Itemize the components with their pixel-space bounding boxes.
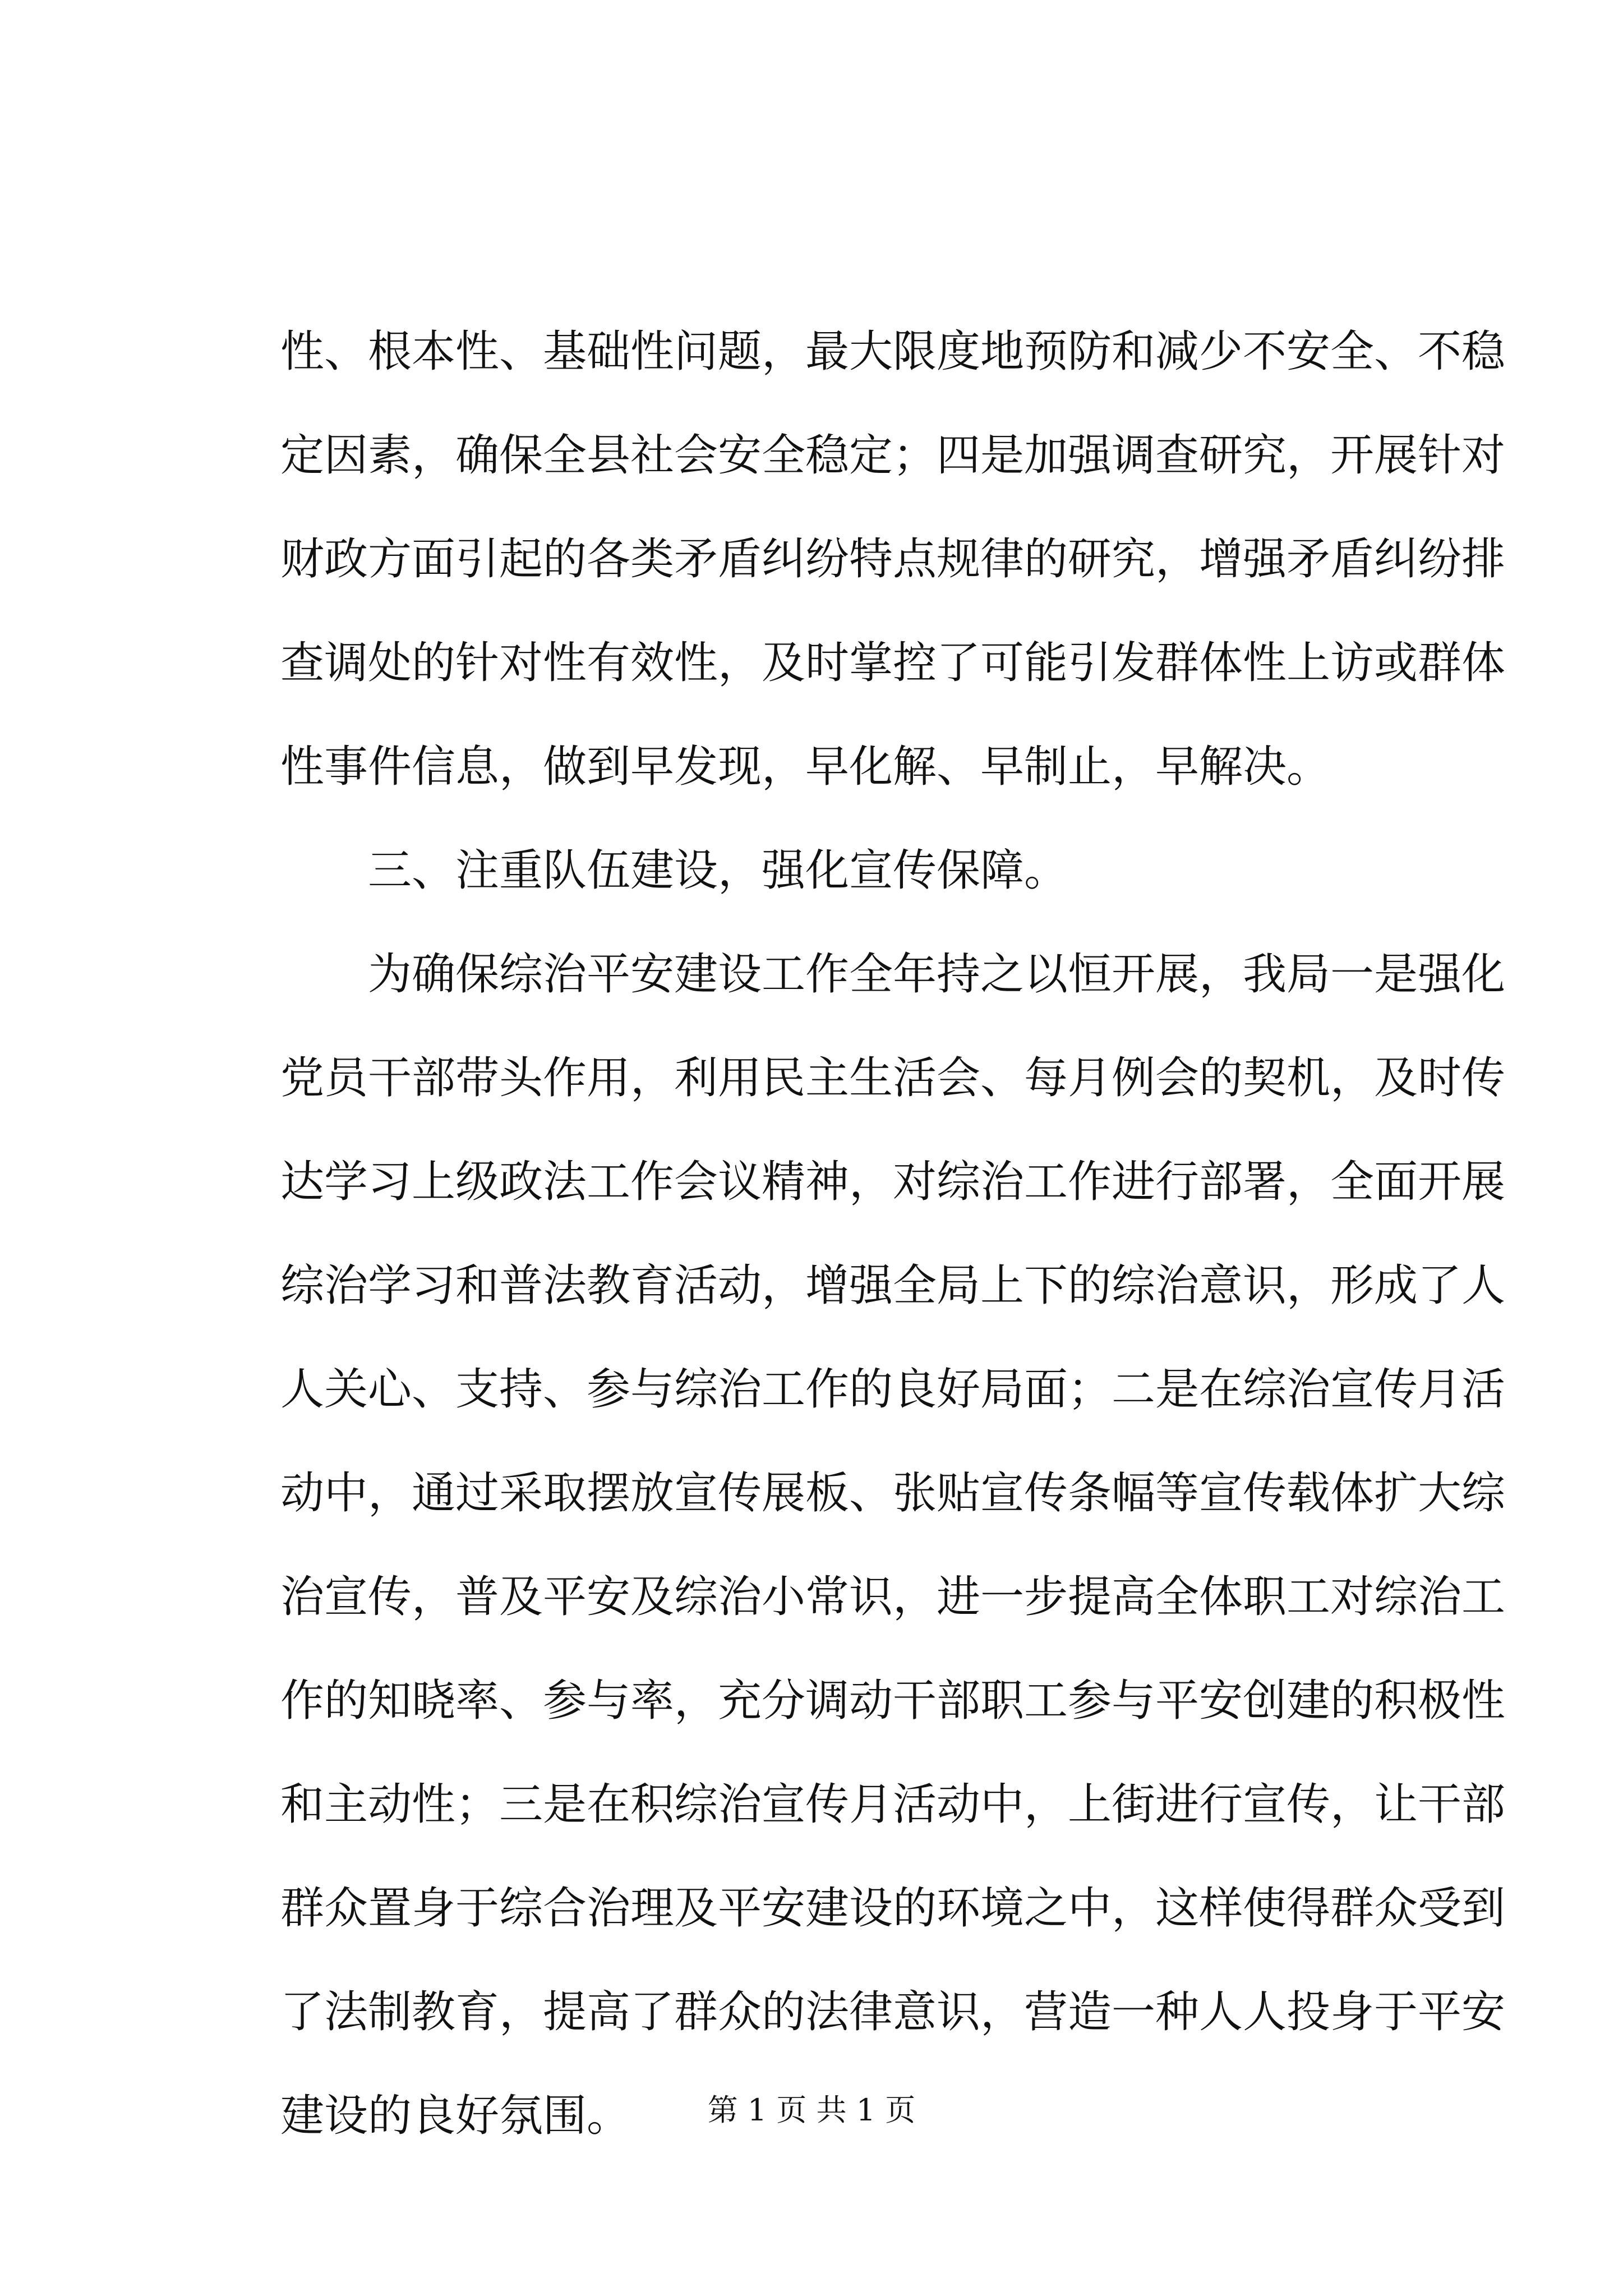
paragraph-line: 为确保综治平安建设工作全年持之以恒开展，我局一是强化 (368, 949, 1506, 1000)
paragraph-line: 综治学习和普法教育活动，增强全局上下的综治意识，形成了人 (280, 1260, 1506, 1311)
paragraph-line: 建设的良好氛围。 (280, 2091, 631, 2141)
paragraph-line: 定因素，确保全县社会安全稳定；四是加强调查研究，开展针对 (280, 430, 1506, 481)
paragraph-line: 性、根本性、基础性问题，最大限度地预防和减少不安全、不稳 (280, 326, 1506, 377)
paragraph-line: 达学习上级政法工作会议精神，对综治工作进行部署，全面开展 (280, 1157, 1506, 1207)
paragraph-line: 治宣传，普及平安及综治小常识，进一步提高全体职工对综治工 (280, 1572, 1506, 1622)
page-footer (0, 2088, 1623, 2133)
paragraph-line: 财政方面引起的各类矛盾纠纷特点规律的研究，增强矛盾纠纷排 (280, 534, 1506, 585)
paragraph-line: 党员干部带头作用，利用民主生活会、每月例会的契机，及时传 (280, 1053, 1506, 1103)
paragraph-line: 动中，通过采取摆放宣传展板、张贴宣传条幅等宣传载体扩大综 (280, 1468, 1506, 1519)
paragraph-line: 群众置身于综合治理及平安建设的环境之中，这样使得群众受到 (280, 1883, 1506, 1934)
paragraph-line: 作的知晓率、参与率，充分调动干部职工参与平安创建的积极性 (280, 1676, 1506, 1726)
paragraph-line: 性事件信息，做到早发现，早化解、早制止，早解决。 (280, 742, 1331, 792)
paragraph-line: 查调处的针对性有效性，及时掌控了可能引发群体性上访或群体 (280, 638, 1506, 688)
paragraph-line: 人关心、支持、参与综治工作的良好局面；二是在综治宣传月活 (280, 1364, 1506, 1415)
paragraph-line: 了法制教育，提高了群众的法律意识，营造一种人人投身于平安 (280, 1987, 1506, 2037)
page-number: 第 1 页 共 1 页 (707, 2092, 916, 2128)
document-body (280, 300, 1506, 2168)
section-heading: 三、注重队伍建设，强化宣传保障。 (368, 845, 1068, 896)
paragraph-line: 和主动性；三是在积综治宣传月活动中，上街进行宣传，让干部 (280, 1779, 1506, 1830)
